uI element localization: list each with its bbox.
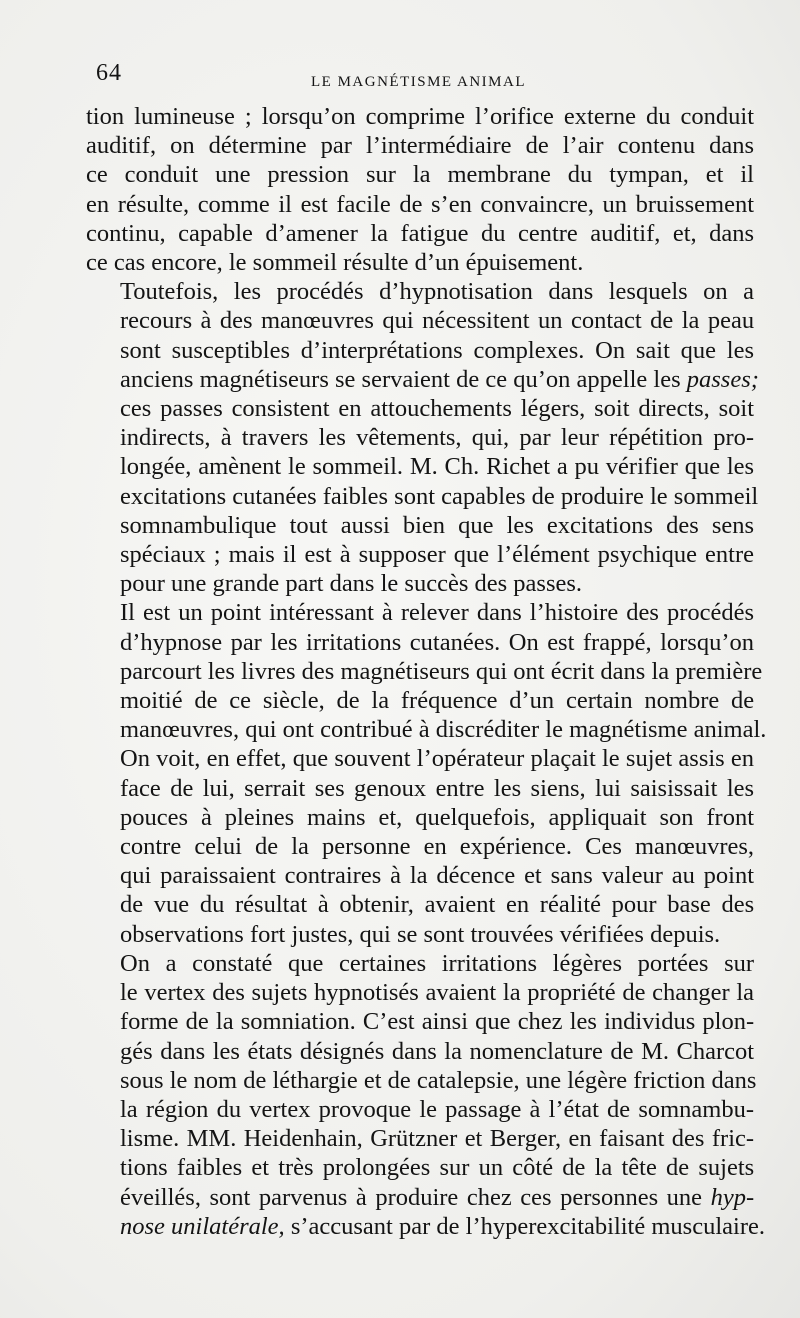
text-line: indirects, à travers les vêtements, qui, par leur répétition pro- bbox=[120, 424, 755, 452]
text-line: continu, capable d’amener la fatigue du centre auditif, et, dans bbox=[86, 219, 755, 247]
text-line: ce cas encore, le sommeil résulte d’un épuisement. bbox=[86, 249, 584, 277]
text-line: excitations cutanées faibles sont capables de produire le sommeil bbox=[120, 482, 759, 510]
paragraph bbox=[86, 102, 754, 277]
text-line: d’hypnose par les irritations cutanées. On est frappé, lorsqu’on bbox=[120, 628, 754, 656]
paragraph bbox=[86, 949, 765, 1241]
text-line: face de lui, serrait ses genoux entre les siens, lui saisissait les bbox=[120, 774, 755, 802]
text-line: spéciaux ; mais il est à supposer que l’élément psychique entre bbox=[120, 541, 754, 569]
text-line: gés dans les états désignés dans la nomenclature de M. Charcot bbox=[120, 1037, 755, 1065]
body-text bbox=[86, 102, 767, 1241]
paragraph bbox=[86, 598, 767, 948]
text-line: ces passes consistent en attouchements légers, soit directs, soit bbox=[120, 395, 755, 423]
text-line: Toutefois, les procédés d’hypnotisation dans lesquels on a bbox=[120, 278, 755, 306]
text-line: On voit, en effet, que souvent l’opérateur plaçait le sujet assis en bbox=[120, 745, 755, 773]
text-line: auditif, on détermine par l’intermédiaire de l’air contenu dans bbox=[86, 132, 755, 160]
text-line: forme de la somniation. C’est ainsi que chez les individus plon- bbox=[120, 1008, 755, 1036]
paragraph bbox=[86, 277, 759, 598]
page-header bbox=[96, 60, 756, 92]
running-head: LE MAGNÉTISME ANIMAL bbox=[311, 74, 526, 90]
text-line: lisme. MM. Heidenhain, Grützner et Berger, en faisant des fric- bbox=[120, 1125, 755, 1153]
text-line: moitié de ce siècle, de la fréquence d’un certain nombre de bbox=[120, 687, 755, 715]
text-line: sous le nom de léthargie et de catalepsie, une légère friction dans bbox=[120, 1066, 757, 1094]
text-line: en résulte, comme il est facile de s’en convaincre, un bruissement bbox=[86, 190, 755, 218]
text-line: de vue du résultat à obtenir, avaient en réalité pour base des bbox=[120, 891, 755, 919]
text-line: recours à des manœuvres qui nécessitent un contact de la peau bbox=[120, 307, 755, 335]
text-line: le vertex des sujets hypnotisés avaient la propriété de changer la bbox=[120, 979, 754, 1007]
text-line: contre celui de la personne en expérience. Ces manœuvres, bbox=[120, 833, 755, 861]
text-line: tion lumineuse ; lorsqu’on comprime l’orifice externe du conduit bbox=[86, 103, 755, 130]
page-number: 64 bbox=[96, 60, 122, 86]
text-line: pouces à pleines mains et, quelquefois, appliquait son front bbox=[120, 803, 755, 831]
text-line: sont susceptibles d’interprétations complexes. On sait que les bbox=[120, 336, 755, 364]
text-line: la région du vertex provoque le passage à l’état de somnambu- bbox=[120, 1095, 755, 1123]
text-line: parcourt les livres des magnétiseurs qui ont écrit dans la première bbox=[120, 657, 763, 685]
text-line: observations fort justes, qui se sont trouvées vérifiées depuis. bbox=[120, 920, 721, 948]
text-line: éveillés, sont parvenus à produire chez ces personnes une hyp- bbox=[120, 1183, 755, 1211]
text-line: pour une grande part dans le succès des passes. bbox=[120, 570, 583, 598]
text-line: qui paraissaient contraires à la décence et sans valeur au point bbox=[120, 862, 755, 890]
text-line: anciens magnétiseurs se servaient de ce qu’on appelle les passes; bbox=[120, 365, 759, 393]
text-line: ce conduit une pression sur la membrane du tympan, et il bbox=[86, 161, 754, 189]
text-line: On a constaté que certaines irritations légères portées sur bbox=[120, 949, 755, 977]
text-line: nose unilatérale, s’accusant par de l’hyperexcitabilité musculaire. bbox=[120, 1212, 765, 1240]
text-line: tions faibles et très prolongées sur un côté de la tête de sujets bbox=[120, 1154, 755, 1182]
text-line: somnambulique tout aussi bien que les excitations des sens bbox=[120, 511, 755, 539]
text-line: Il est un point intéressant à relever dans l’histoire des procédés bbox=[120, 599, 755, 627]
text-line: longée, amènent le sommeil. M. Ch. Richet a pu vérifier que les bbox=[120, 453, 755, 481]
text-line: manœuvres, qui ont contribué à discréditer le magnétisme animal. bbox=[120, 716, 767, 744]
